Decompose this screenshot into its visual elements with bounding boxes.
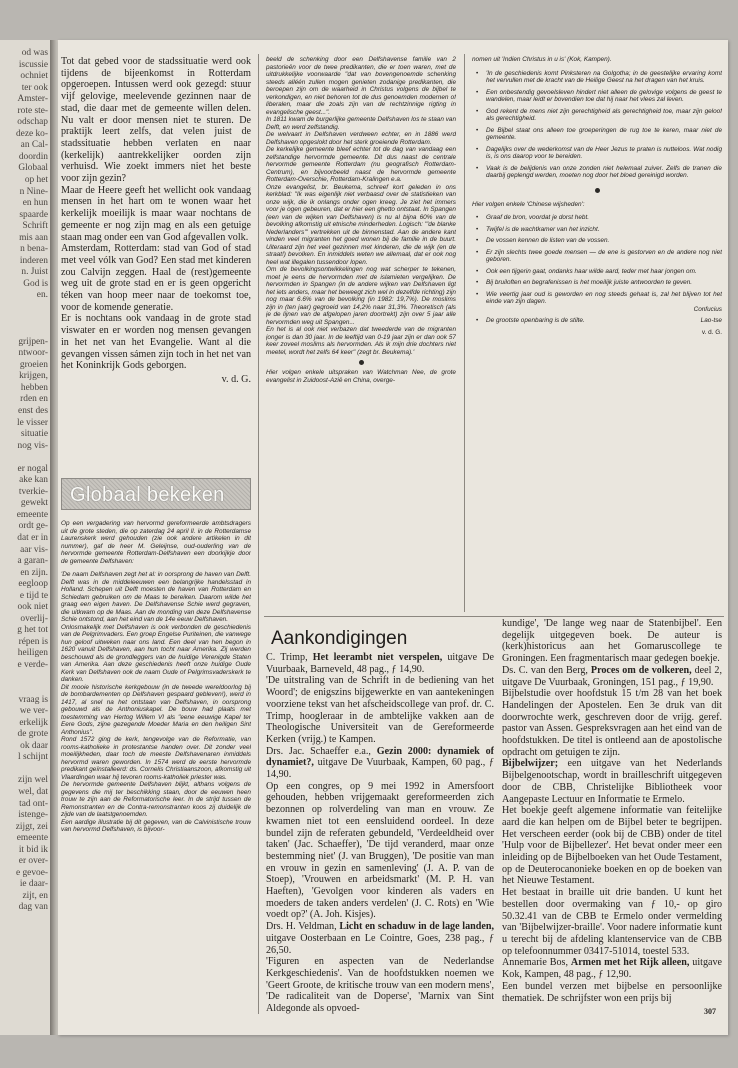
entry-text: Bijbelstudie over hoofdstuk 15 t/m 28 van het boek Handelingen der Apostelen. Een 3e druk van dit doorwrochte werk, geschreven door de vrijg. geref. pastor van Assen. Gespreksvragen aan het eind van de hoofdstukken. De titel is ontleend aan de apostolische opdracht om getuigen te zijn.: [502, 688, 722, 758]
entry-text: uitgave De Vuurbaak, Kampen, 60 pag., ƒ 14,90.: [266, 757, 494, 781]
chinese-wisdom-intro: Hier volgen enkele 'Chinese wijsheden':: [472, 200, 585, 208]
announcement-entry: [502, 758, 722, 805]
entry-text: uitgave De Vuurbaak, Barneveld, 48 pag., ƒ 14,90.: [266, 652, 494, 675]
wisdom-text: Wie veertig jaar oud is geworden en nog steeds gehaat is, zal het blijven tot het einde van zijn dagen.: [486, 290, 722, 305]
quote-paragraph: Dit mooie historische kerkgebouw (in de tweede wereldoorlog bij de bombardementen op Delfshaven gespaard gebleven!), werd in 1417, al snel na het ontstaan van Delfshaven, in oorsprong gebouwd als de Anthoniuskapel. De bouw had plaats met toestemming van Hertog Willem VI als "eene eeuwige Kapel ter Eere Gods, zijne gezegende Moeder Maria en den heiligen Sint Anthonius".: [61, 683, 251, 736]
entry-text: 'De uitstraling van de Schrift in de bediening van het Woord'; de enigszins bijgewerkte en van aantekeningen voorziene tekst van het afscheidscollege van prof. dr. C. Trimp, hoogleraar in de ambtelijke vakken aan de Theologische Universiteit van de Gereformeerde Kerken (vrijg.) te Kampen.: [266, 675, 494, 745]
wisdom-item: • De vossen kennen de listen van de vossen.: [486, 237, 722, 245]
quote-paragraph: De hervormde gemeente Delfshaven blijkt, althans volgens de gegevens die mij ter beschikking staan, door de eeuwen heen trouw te zijn aan de Reformatorische leer. In de strijd tussen de Remonstranten en de Contra-remonstranten koos zij duidelijk de zijde van de laatstgenoemden.: [61, 781, 251, 818]
page-number: 307: [704, 1007, 716, 1016]
entry-text: een uitgave van het Nederlands Bijbelgenootschap, wordt in brailleschrift uitgegeven door de CBB, Christelijke Bibliotheek voor Aangepaste Lectuur en Informatie te Ermelo.: [502, 758, 722, 805]
announcement-entry: [502, 618, 722, 665]
wisdom-attribution: Lao-tse: [700, 317, 722, 324]
adjacent-page-edge: [0, 40, 50, 1035]
quote-item: • De Bijbel staat ons alleen toe groeperingen de rug toe te keren, maar niet de gemeente.: [486, 127, 722, 142]
announcement-entry: [266, 781, 494, 921]
announcement-entry: [502, 981, 722, 1004]
wisdom-item: • Twijfel is de wachtkamer van het inzicht.: [486, 226, 722, 234]
column-1-article: [61, 56, 251, 464]
wisdom-attribution: Confucius: [693, 305, 722, 313]
quote-item: • Dagelijks over de wederkomst van de Heer Jezus te praten is nutteloos. Wat nodig is, is ons daarop voor te bereiden.: [486, 146, 722, 161]
quote-paragraph: De kerkelijke gemeente bleef echter tot de dag van vandaag een zelfstandige hervormde gemeente. Dit dus naast de centrale hervormde gemeente Rotterdam (nu geografisch Rotterdam-Centrum), en bijvoorbeeld naast de hervormde gemeente Rotterdam-Overschie, Rotterdam-Kralingen e.a.: [266, 146, 456, 183]
wisdom-item: [486, 291, 722, 314]
entry-text: Drs. Jac. Schaeffer e.a.,: [266, 745, 377, 757]
article-signature: v. d. G.: [221, 373, 251, 385]
separator-dot: [595, 188, 600, 193]
entry-text: uitgave Oosterbaan en Le Cointre, Goes, 238 pag., ƒ 26,50.: [266, 932, 494, 956]
quote-paragraph: 'De naam Delfshaven zegt het al: in oorsprong de haven van Delft. Delft was in de middeleeuwen een belangrijke handelsstad in Holland. Schepen uit Delft moesten de haven van Rotterdam en Schiedam gebruiken om de Maas te bereiken. Daarom wilde het graag een eigen haven. De Delfshavense Schie werd gegraven, die uitkwam op de Maas. Aan de monding van deze Delfshavense Schie ontstond, aan het eind van de 14e eeuw Delfshaven.: [61, 571, 251, 623]
announcement-entry: [266, 746, 494, 781]
announcement-entry: [266, 652, 494, 675]
quote-paragraph: Onlosmakelijk met Delfshaven is ook verbonden de geschiedenis van de Pelgrimvaders. Een groep Engelse Puriteinen, die vanwege hun geloof uitweken naar ons land. Een deel van hen begon in 1620 vanuit Delfshaven, aan hun tocht naar Amerika. Zij werden beschouwd als de grondleggers van de huidige Verenigde Staten van Amerika. Aan deze geschiedenis heeft onze huidige Oude Kerk van Delfshaven ook de naam Oude of Pelgrimsvaderskerk te danken.: [61, 623, 251, 683]
globaal-bekeken-heading: Globaal bekeken: [61, 478, 251, 510]
announcement-entry: [266, 675, 494, 745]
wisdom-item: • Ook een tijgerin gaat, ondanks haar wilde aard, teder met haar jongen om.: [486, 268, 722, 276]
magazine-page: [58, 40, 728, 1035]
announcement-entry: [502, 665, 722, 688]
announcement-entry: [502, 688, 722, 758]
quote-source: nomen uit 'Indien Christus in u is' (Kok, Kampen).: [472, 56, 612, 63]
book-title: Proces om de volkeren,: [590, 664, 692, 676]
quote-paragraph: In 1811 kwam de burgerlijke gemeente Delfshaven los te staan van Delft, en werd zelfstandig.: [266, 116, 456, 131]
adjacent-page-text: od was iscussie ochniet ter ook Amster- rote ste- odschap deze ko- an Cal- doordin Globaal op het n Nine- en hun spaarde Schrift mis aan n bena- inderen n. Juist God is en. grijpen- ntwoor- groeien krijgen, hebben rden en enst des le visser situatie nog vis- er nogal ake kan tverkie- gewekt emeente ordt ge- dat er in aar vis- a garan- en zijn. eegloop e tijd te ook niet overlij- g het tot répen is heiligen e verde- vraag is we ver- erkelijk de grote ok daar l schijnt zijn wel wel, dat tad ont- istenge- zijgt, zei emeente it bid ik er over- e gevoe- ie daar- zijt, en dag van: [15, 48, 48, 913]
globaal-intro: Op een vergadering van hervormd gereformeerde ambtsdragers uit de grote steden, die op zaterdag 24 april ll. in de Rotterdamse Laurenskerk werd gehouden (zie ook andere artikelen in dit nummer), gaf de heer M. Geleijnse, oud-ouderling van de hervormde gemeente Rotterdam-Delfshaven een doorkijkje door de gemeente Delfshaven:: [61, 520, 251, 565]
entry-text: 'Figuren en aspecten van de Nederlandse Kerkgeschiedenis'. Van de hoofdstukken noemen we 'Geert Groote, de kritische trouw van een modern mens', 'De radicaliteit van de Doperse', 'Marnix van Sint Aldegonde als opvoed-: [266, 956, 494, 1015]
quote-paragraph: beeld de schenking door een Delfshavense familie van 2 pastorieën voor de twee predikanten, die er toen waren, met de uitdrukkelijke voorwaarde "dat van bovengenoemde schenking steeds alléén zullen mogen genieten zodanige predikanten, die beroepen zijn om de waarheid in Christus volgens de bijbel te verkondigen, en niet behoren tot de dus genoemden modernen of liberalen, maar die zoals zijn van de rechtzinnige rigting in evangelische geest...".: [266, 56, 456, 116]
entry-text: Het bestaat in braille uit drie banden. U kunt het bestellen door overmaking van ƒ 10,- op giro 50.32.41 van de CBB te Ermelo onder vermelding van 'Bijbelwijzer-braille'. Voor nadere informatie kunt u terecht bij de afdeling klantenservice van de CBB op telefoonnummer 03417-51014, toestel 533.: [502, 887, 722, 957]
watchman-nee-intro: Hier volgen enkele uitspraken van Watchman Nee, de grote evangelist in Zuidoost-Azië en China, overge-: [266, 369, 456, 384]
wisdom-column: [472, 56, 722, 612]
quote-paragraph: Onze evangelist, br. Beukema, schreef kort geleden in ons kerkblad: "Ik was eigenlijk niet verbaasd over de statistieken van onze wijk, die ik onlangs onder ogen kreeg. Je ziet het immers voor je ogen gebeuren, dat er hier een ghetto ontstaat. In Spangen (een van de wijken van Delfshaven) is nu al bijna 60% van de bevolking afkomstig uit etnische minderheden. Logisch: '"de blanke Nederlanders"' vertrekken uit de binnenstad. Aan de andere kant vinden veel migranten het goed wonen bij de familie in de buurt. Uiteraard zijn het veel gezinnen met kinderen, die de wijk (en de straat!) bevolken. En inmiddels weten we allemaal, dat er ook nog heel wat illegalen tussendoor lopen.: [266, 183, 456, 266]
announcement-entry: [502, 805, 722, 887]
entry-text: C. Trimp,: [266, 652, 313, 663]
separator-dot: [359, 360, 364, 365]
article-signature: v. d. G.: [701, 328, 722, 336]
entry-text: Drs. H. Veldman,: [266, 921, 340, 933]
quote-paragraph: Een aardige illustratie bij dit gegeven, van de Calvinistische trouw van hervormd Delfshaven, is bijvoor-: [61, 818, 251, 833]
paragraph: Maar de Heere geeft het wellicht ook vandaag mensen in het hart om te wonen waar het kerkelijk moeilijk is maar waar nochtans de gemeente er nog zijn mag en als een getuige staan mag onder een van God afgevallen volk.: [61, 184, 251, 243]
book-title: Armen met het Rijk alleen,: [570, 957, 690, 969]
wisdom-text: De grootste openbaring is de stilte.: [486, 317, 585, 324]
wisdom-item: • Er zijn slechts twee goede mensen — de ene is gestorven en de andere nog niet geboren.: [486, 249, 722, 264]
entry-text: Annemarie Bos,: [502, 957, 571, 969]
book-title: Licht en schaduw in de lage landen,: [339, 921, 494, 933]
section-divider: [264, 616, 724, 617]
chinese-wisdom-list: [472, 214, 722, 325]
quote-item: • Een onbestendig gevoelsleven hindert niet alleen de gelovige volgens de geest te wandelen, maar leidt er bovendien toe dat hij naar het vlees zal leven.: [486, 89, 722, 104]
wisdom-item: • Bij bruiloften en begrafenissen is het moeilijk juiste antwoorden te geven.: [486, 279, 722, 287]
aankondigingen-heading: Aankondigingen: [271, 628, 408, 649]
entry-text: kundige', 'De lange weg naar de Statenbijbel'. Een degelijk uitgegeven boek. De auteur is (kerk)historicus aan het Gomaruscollege te Groningen. Een fragmentarisch maar gedegen boekje.: [502, 618, 722, 665]
wisdom-item: [486, 317, 722, 325]
announcements-column-a: [266, 652, 494, 1020]
book-title: Gezin 2000: dynamiek of dynamiet?,: [266, 745, 494, 769]
paragraph: Amsterdam, Rotterdam: stad van God of stad met veel vólk van God? Een stad met kinderen zou Calvijn zeggen. Haal de (rest)gemeente weg uit de grote stad en er is geen opgericht téken van hoop meer naar de toekomst toe, voor de komende generatie.: [61, 243, 251, 313]
entry-text: Een bundel verzen met bijbelse en persoonlijke thematiek. De schrijfster won een prijs bij: [502, 980, 722, 1004]
globaal-column-1: [61, 520, 251, 1020]
entry-text: Het boekje geeft algemene informatie van feitelijke aard die kan helpen om de Bijbel beter te begrijpen. Het verscheen eerder (ook bij de CBB) onder de titel 'Hulp voor de Bijbellezer'. Het bevat onder meer een inleiding op de Bijbelboeken van het Oude Testament, op de Deuterocanonieke boeken en op de boeken van het Nieuwe Testament.: [502, 805, 722, 887]
entry-text: uitgave Kok, Kampen, 48 pag., ƒ 12,90.: [502, 957, 722, 981]
paragraph: Er is nochtans ook vandaag in de grote stad viswater en er worden nog mensen gevangen in het net van het Evangelie. Want al die gevangen vissen sámen zijn toch in het net van het Koninkrijk Gods geborgen.: [61, 313, 251, 372]
book-title: Het leerambt niet verspelen,: [312, 652, 443, 663]
column-divider: [258, 54, 259, 1014]
quote-paragraph: De welvaart in Delfshaven verdween echter, en in 1886 werd Delfshaven opgeslokt door het sterk groeiende Rotterdam.: [266, 131, 456, 146]
paragraph: Tot dat gebed voor de stadssituatie werd ook tijdens de bijeenkomst in Rotterdam opgeroepen. Intussen werd ook gezegd: stuur vijf gelovige, meelevende gezinnen naar de stad, die daar met de gemeente willen delen. Nu valt er door mensen niet te sturen. De praktijk leert zelfs, dat velen juist de stadssituatie hebben verlaten en naar (kerkelijk) aantrekkelijker oorden zijn verhuisd. Wie zoekt immers niet het beste voor zijn gezin?: [61, 56, 251, 185]
globaal-column-2: [266, 56, 456, 614]
quote-item: • God rekent de mens niet zijn gerechtigheid als gerechtigheid toe, maar zijn geloof als gerechtigheid.: [486, 108, 722, 123]
quote-paragraph: En het is al ook niet verbazen dat tweederde van de migranten jonger is dan 30 jaar. In de leeftijd van 0-19 jaar zijn er dan ook 57 keer zoveel moslims als hervormden. Als ik mijn drie dochters niet meetel, wordt het zelfs 64 keer" (zegt br. Beukema).': [266, 326, 456, 356]
announcements-column-b: [502, 618, 722, 1006]
quote-item: • 'In de geschiedenis komt Pinksteren na Golgotha; in de geestelijke ervaring komt het vervullen met de kracht van de Heilige Geest na het dragen van het kruis.: [486, 70, 722, 85]
column-divider: [464, 54, 465, 612]
entry-text: deel 2, uitgave De Vuurbaak, Groningen, 151 pag., ƒ 19,90.: [502, 664, 722, 688]
book-title: Bijbelwijzer;: [502, 758, 559, 770]
entry-text: Op een congres, op 9 mei 1992 in Amersfoort gehouden, hebben vrijgemaakt gereformeerden zich bezonnen op rolverdeling van man en vrouw. Ze kwamen niet tot een eensluidend oordeel. In deze bundel zijn de referaten gebundeld, 'Verdeeldheid over taken' (Jac. Schaeffer), 'De tijd veranderd, maar onze bestemming niet' (J. van Bruggen), 'De positie van man en vrouw in gezin en samenleving' (J. A. P. van de Stoep), 'Vrouwen en arbeidsmarkt' (M. P. H. van Haeften), 'Gevolgen voor kinderen als vaders en moeders de taken anders verdelen' (J. C. Rots) en 'Wie voedt op?' (A. Joh. Kisjes).: [266, 780, 494, 921]
book-gutter: [50, 40, 58, 1035]
quote-paragraph: Rond 1572 ging de kerk, tengevolge van de Reformatie, van rooms-katholieke in protestantse handen over. Dit zonder veel moeilijkheden, daar toch de meeste Delfshavenaren inmiddels hervormd waren geworden. In 1574 werd de eerste hervormde predikant geïnstalleerd: ds. Cornelis Christiaanszoon, afkomstig uit Vlaardingen waar hij tevoren rooms-katholiek priester was.: [61, 736, 251, 781]
quote-paragraph: Om de bevolkingsontwikkelingen nog wat scherper te tekenen, moet je eens de hervormden met de islamieten vergelijken. De hervormden in Spangen (in de andere wijken van Delfshaven ligt het iets anders, maar het beweegt zich wel in dezelfde richting) zijn nog maar 6.6% van de bevolking (in 1982: 19,7%). De moslims zijn in (ten jaar) gegroeid van 14,2% naar 31,3%. Theoretisch (als je de lijnen van de afgelopen jaren doortrekt) zijn over 5 jaar alle hervormden weg uit Spangen...: [266, 266, 456, 326]
announcement-entry: [502, 887, 722, 957]
entry-text: Ds. C. van den Berg,: [502, 664, 591, 676]
watchman-nee-quotes: [472, 70, 722, 180]
announcement-entry: [502, 957, 722, 980]
quote-item: • Vaak is de belijdenis van onze zonden niet helemaal zuiver. Zelfs de tranen die daarbij geplengd werden, moeten nog door het bloed gereinigd worden.: [486, 165, 722, 180]
announcement-entry: [266, 921, 494, 956]
announcement-entry: [266, 956, 494, 1015]
wisdom-item: • Graaf de bron, voordat je dorst hebt.: [486, 214, 722, 222]
